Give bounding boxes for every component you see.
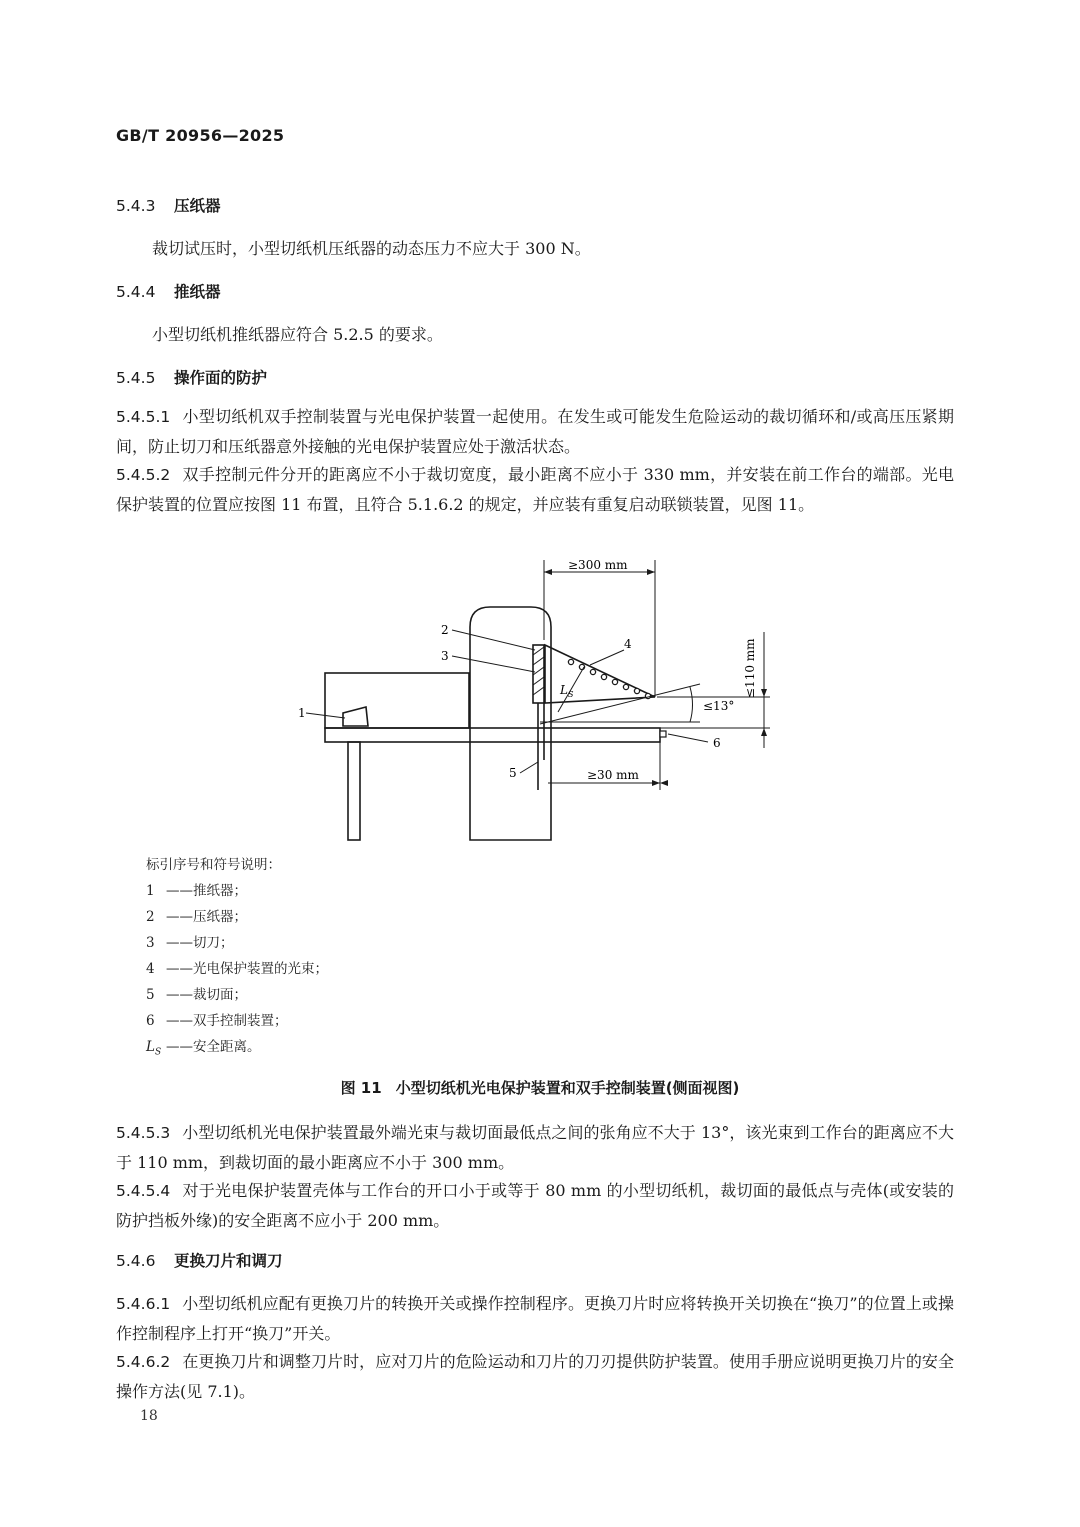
clause-text: 在更换刀片和调整刀片时，应对刀片的危险运动和刀片的刀刃提供防护装置。使用手册应说明更换刀片的安全操作方法(见 7.1)。 [116, 1352, 954, 1401]
dim-13-label: ≤13° [703, 699, 735, 713]
angle-arc [690, 687, 693, 722]
paragraph-5-4-6-1 [116, 1289, 954, 1348]
legend-item: 5 ——裁切面； [146, 987, 247, 1003]
pusher-housing [325, 673, 469, 728]
standard-number: GB/T 20956—2025 [116, 126, 285, 145]
clause-text: 对于光电保护装置壳体与工作台的开口小于或等于 80 mm 的小型切纸机，裁切面的最低点与壳体(或安装的防护挡板外缘)的安全距离不应小于 200 mm。 [116, 1181, 954, 1230]
legend-item-ls: $L_S$ ——安全距离。 [146, 1039, 261, 1058]
callout-2: 2 [441, 623, 449, 637]
figure-title: 小型切纸机光电保护装置和双手控制装置(侧面视图) [395, 1079, 740, 1097]
legend-item: 2 ——压纸器； [146, 909, 247, 925]
clause-text: 小型切纸机双手控制装置与光电保护装置一起使用。在发生或可能发生危险运动的裁切循环和/或高压压紧期间，防止切刀和压纸器意外接触的光电保护装置应处于激活状态。 [116, 407, 954, 456]
ls-label: $L_S$ [560, 683, 574, 699]
clause-number: 5.4.5.3 [116, 1124, 171, 1142]
callout-1: 1 [298, 706, 306, 720]
heading-5-4-6 [116, 1249, 283, 1271]
page-number: 18 [140, 1408, 158, 1424]
figure-caption [0, 1077, 1080, 1098]
section-number: 5.4.4 [116, 283, 156, 301]
table-leg [348, 742, 360, 840]
leader-6 [668, 734, 708, 742]
section-title: 推纸器 [174, 283, 221, 301]
callout-4: 4 [624, 637, 632, 651]
dim-300-label: ≥300 mm [568, 558, 628, 572]
clause-number: 5.4.6.1 [116, 1295, 171, 1313]
pusher [343, 707, 368, 726]
callout-5: 5 [509, 766, 517, 780]
clause-number: 5.4.5.1 [116, 408, 171, 426]
paragraph-5-4-6-2 [116, 1347, 954, 1406]
work-table [325, 728, 660, 742]
two-hand-control [660, 731, 666, 737]
legend-item: 4 ——光电保护装置的光束； [146, 961, 328, 977]
legend-item: 1 ——推纸器； [146, 883, 247, 899]
section-title: 操作面的防护 [174, 369, 268, 387]
legend-item: 3 ——切刀； [146, 935, 234, 951]
clause-number: 5.4.5.4 [116, 1182, 171, 1200]
machine-body [470, 607, 551, 840]
leader-4 [590, 650, 624, 665]
clause-text: 双手控制元件分开的距离应不小于裁切宽度，最小距离不应小于 330 mm，并安装在前工作台的端部。光电保护装置的位置应按图 11 布置，且符合 5.1.6.2 的规定，并应装有重复启动联锁装置，见图 11。 [116, 465, 954, 514]
figure-legend [146, 852, 328, 1066]
clause-number: 5.4.6.2 [116, 1353, 171, 1371]
paragraph-5-4-5-4 [116, 1176, 954, 1235]
callout-3: 3 [441, 649, 449, 663]
paragraph-5-4-5-3 [116, 1118, 954, 1177]
legend-item: 6 ——双手控制装置； [146, 1013, 288, 1029]
section-number: 5.4.6 [116, 1252, 156, 1270]
legend-title: 标引序号和符号说明： [146, 857, 281, 873]
paragraph-5-4-4: 小型切纸机推纸器应符合 5.2.5 的要求。 [152, 325, 443, 344]
section-number: 5.4.3 [116, 197, 156, 215]
dim-110-label: ≤110 mm [743, 638, 757, 698]
clamp-hatch [533, 647, 544, 695]
callout-6: 6 [713, 736, 721, 750]
section-title: 压纸器 [174, 197, 221, 215]
section-number: 5.4.5 [116, 369, 156, 387]
section-title: 更换刀片和调刀 [174, 1252, 283, 1270]
light-beams [568, 659, 650, 698]
paragraph-5-4-3: 裁切试压时，小型切纸机压纸器的动态压力不应大于 300 N。 [152, 239, 591, 258]
clause-text: 小型切纸机光电保护装置最外端光束与裁切面最低点之间的张角应不大于 13°，该光束到工作台的距离应不大于 110 mm，到裁切面的最小距离应不小于 300 mm。 [116, 1123, 954, 1172]
figure-number: 图 11 [340, 1079, 382, 1097]
leader-2 [452, 630, 535, 650]
clause-number: 5.4.5.2 [116, 466, 171, 484]
dim-30-label: ≥30 mm [587, 768, 639, 782]
leader-5 [520, 762, 538, 773]
clause-text: 小型切纸机应配有更换刀片的转换开关或操作控制程序。更换刀片时应将转换开关切换在“换刀”的位置上或操作控制程序上打开“换刀”开关。 [116, 1294, 954, 1343]
leader-3 [452, 656, 535, 672]
